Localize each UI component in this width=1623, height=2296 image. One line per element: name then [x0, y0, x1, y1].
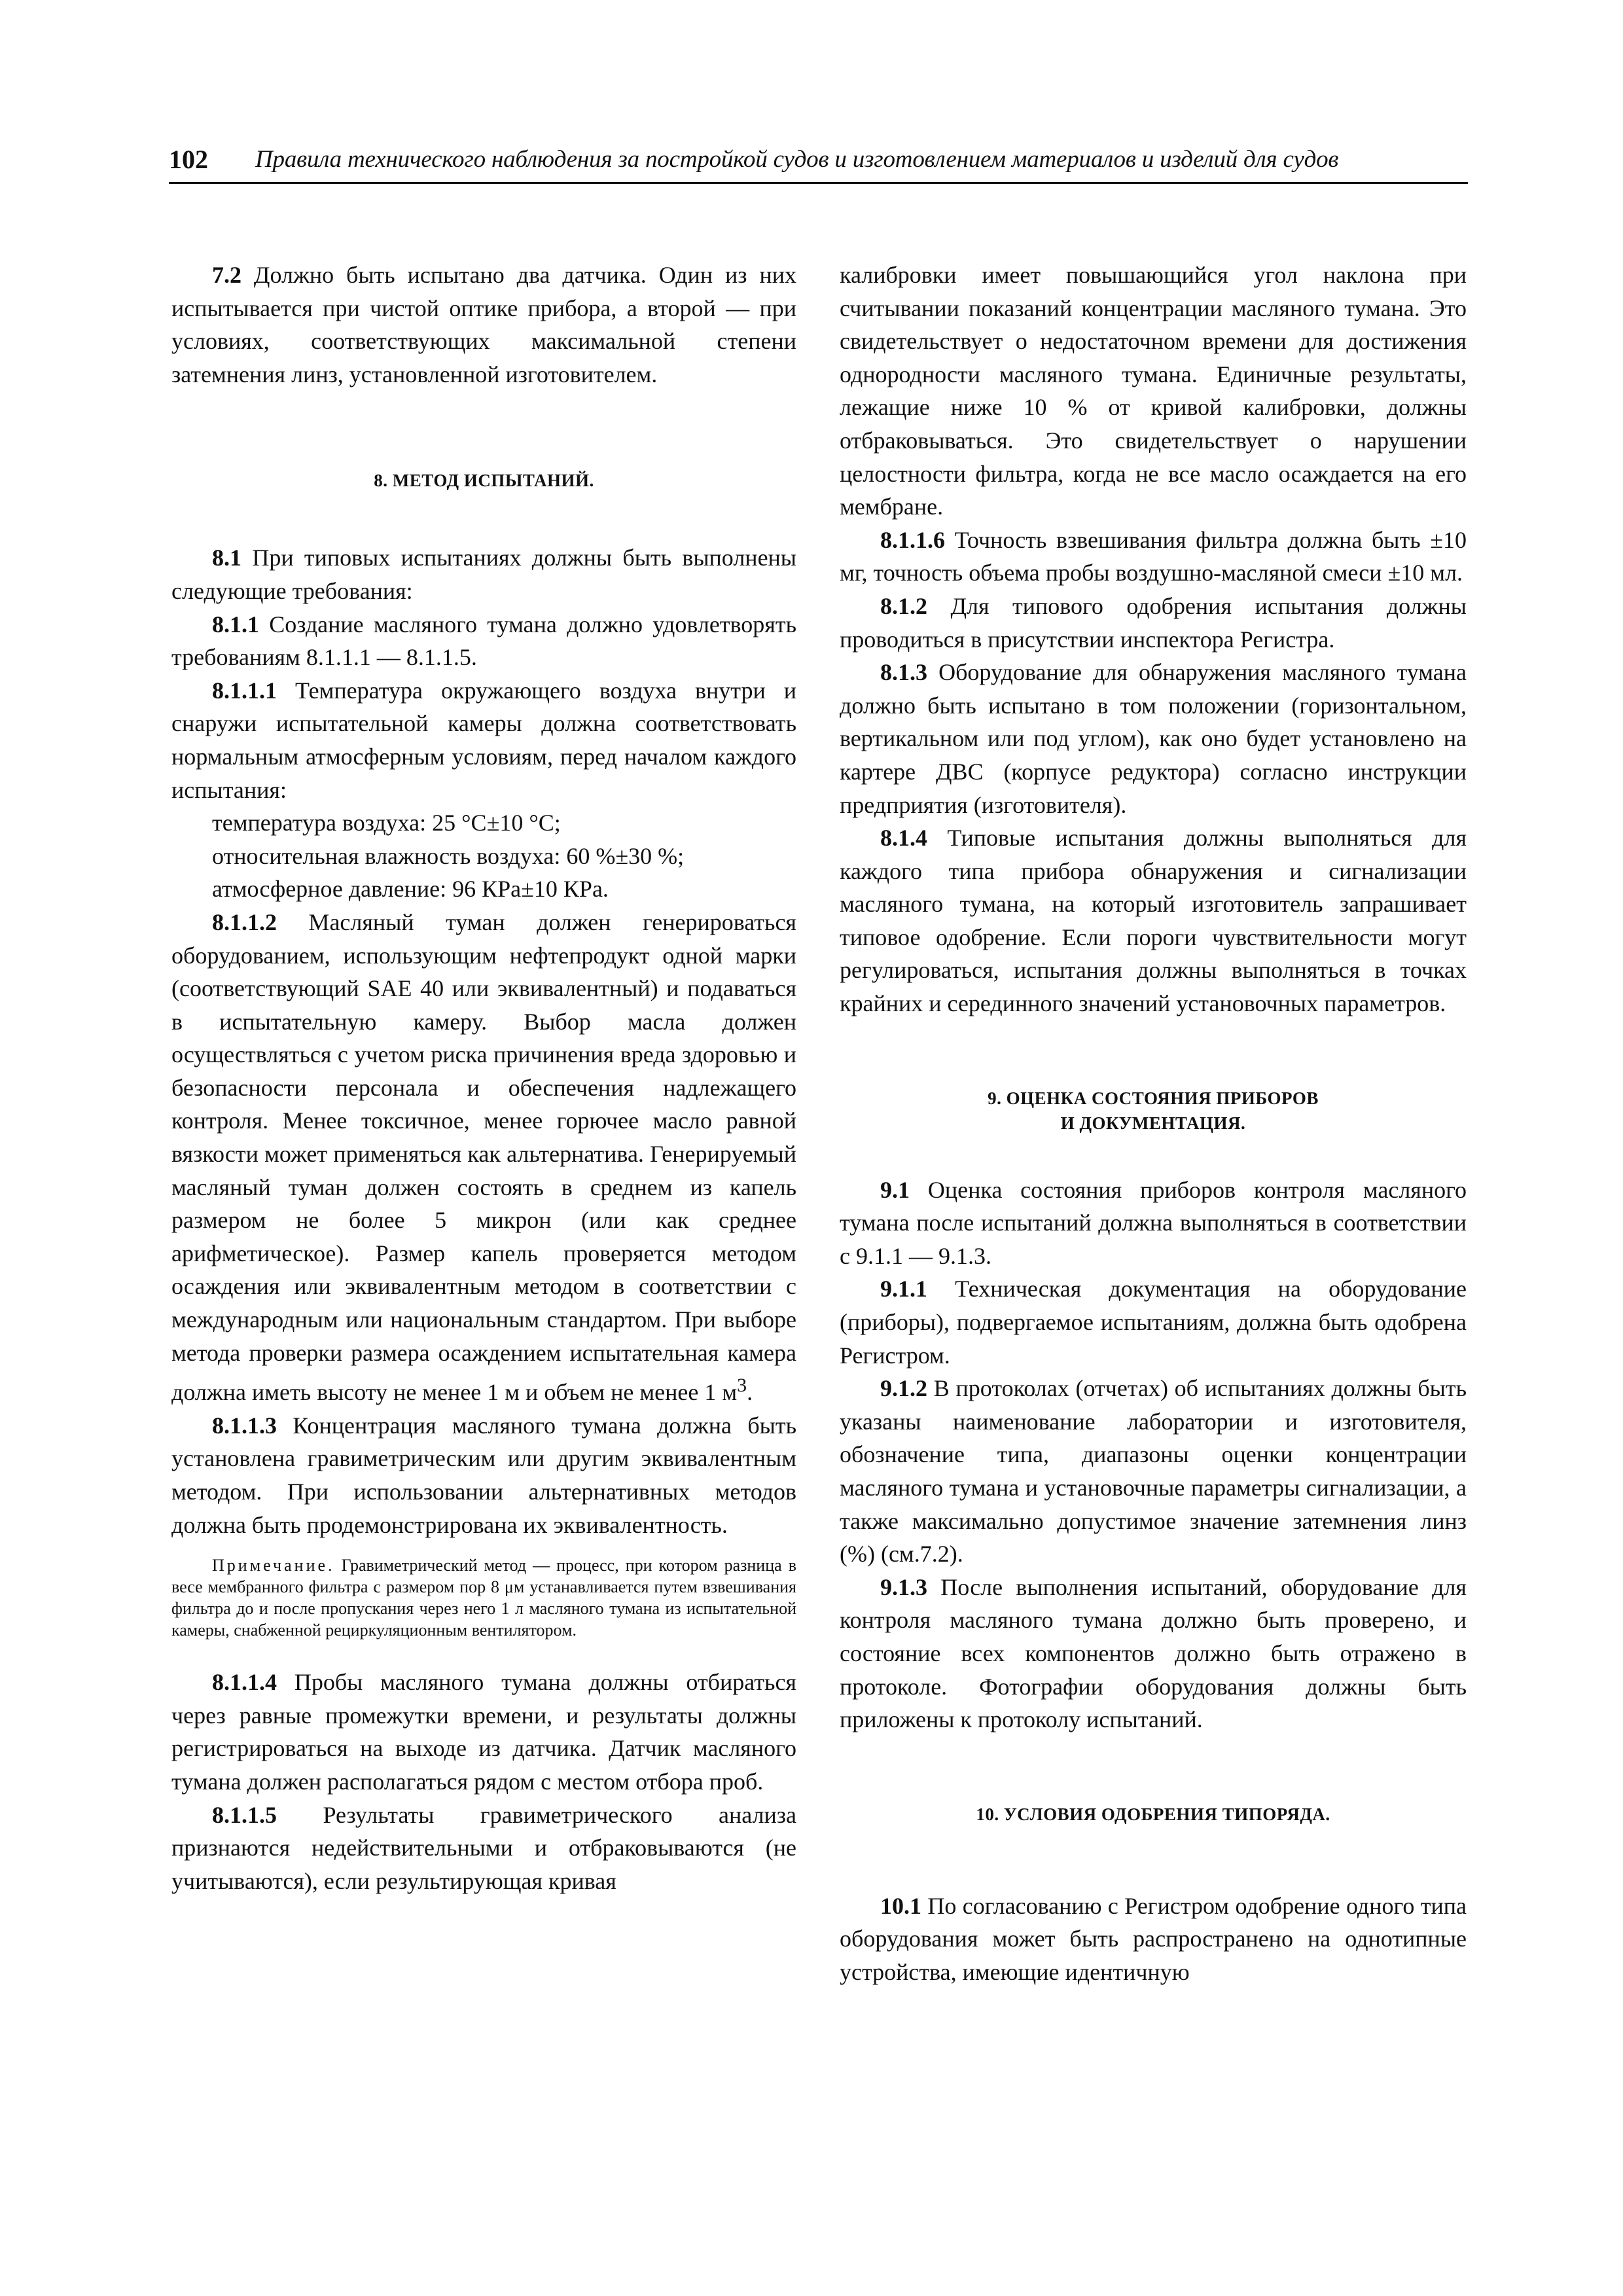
- condition-humidity: относительная влажность воздуха: 60 %±30 %;: [212, 842, 685, 869]
- section-10-heading: 10. УСЛОВИЯ ОДОБРЕНИЯ ТИПОРЯДА.: [976, 1804, 1330, 1824]
- condition-temperature: температура воздуха: 25 °С±10 °С;: [212, 810, 561, 836]
- paragraph-8-1-3: 8.1.3 Оборудование для обнаружения масляного тумана должно быть испытано в том положении (горизонтальном, вертикальном или под углом), как оно будет установлено на картере ДВС (корпусе редуктора) согласно инструкции предприятия (изготовителя).: [840, 659, 1467, 818]
- paragraph-8-1-1-2: 8.1.1.2 Масляный туман должен генерироваться оборудованием, использующим нефтепродукт одной марки (соответствующий SAE 40 или эквивалентный) и подаваться в испытательную камеру. Выбор масла должен осуществляться с учетом риска причинения вреда здоровью и безопасности персонала и обеспечения надлежащего контроля. Менее токсичное, менее горючее масло равной вязкости может применяться как альтернатива. Генерируемый масляный туман должен состоять в среднем из капель размером не более 5 микрон (или как среднее арифметическое). Размер капель проверяется методом осаждения или эквивалентным методом в соответствии с международным или национальным стандартом. При выборе метода проверки размера осаждением испытательная камера должна иметь высоту не менее 1 м и объем не менее 1 $м^3$.: [171, 908, 796, 1406]
- paragraph-8-1-4: 8.1.4 Типовые испытания должны выполняться для каждого типа прибора обнаружения и сигнализации масляного тумана, на который изготовитель запрашивает типовое одобрение. Если пороги чувствительности могут регулироваться, испытания должны выполняться в точках крайних и серединного значений установочных параметров.: [840, 825, 1467, 1017]
- paragraph-7-2: 7.2 Должно быть испытано два датчика. Один из них испытывается при чистой оптике прибора, а второй — при условиях, соответствующих максимальной степени затемнения линз, установленной изготовителем.: [171, 262, 796, 387]
- condition-pressure: атмосферное давление: 96 КРа±10 КРа.: [212, 876, 609, 903]
- section-9-heading: 9. ОЦЕНКА СОСТОЯНИЯ ПРИБОРОВ И ДОКУМЕНТАЦИЯ.: [988, 1088, 1319, 1133]
- right-column: [840, 259, 1467, 1989]
- page-number: 102: [169, 145, 208, 174]
- note-label: Примечание.: [212, 1556, 335, 1575]
- paragraph-9-1: 9.1 Оценка состояния приборов контроля масляного тумана после испытаний должна выполняться в соответствии с 9.1.1 — 9.1.3.: [840, 1176, 1467, 1269]
- section-8-heading: 8. МЕТОД ИСПЫТАНИЙ.: [374, 471, 594, 491]
- paragraph-9-1-2: 9.1.2 В протоколах (отчетах) об испытаниях должны быть указаны наименование лаборатории и изготовителя, обозначение типа, диапазоны оценки концентрации масляного тумана и установочные параметры сигнализации, а также максимально допустимое значение затемнения линз (%) (см.7.2).: [840, 1375, 1467, 1568]
- left-column: [171, 259, 796, 1897]
- paragraph-10-1: 10.1 По согласованию с Регистром одобрение одного типа оборудования может быть распространено на однотипные устройства, имеющие идентичную: [840, 1892, 1467, 1985]
- paragraph-8-1-1-1: 8.1.1.1 Температура окружающего воздуха внутри и снаружи испытательной камеры должна соответствовать нормальным атмосферным условиям, перед началом каждого испытания:: [171, 677, 796, 803]
- running-title: Правила технического наблюдения за постройкой судов и изготовлением материалов и изделий для судов: [255, 146, 1339, 173]
- paragraph-8-1-1-5: 8.1.1.5 Результаты гравиметрического анализа признаются недействительными и отбраковываются (не учитываются), если результирующая кривая: [171, 1801, 796, 1894]
- paragraph-8-1-1-4: 8.1.1.4 Пробы масляного тумана должны отбираться через равные промежутки времени, и результаты должны регистрироваться на выходе из датчика. Датчик масляного тумана должен располагаться рядом с местом отбора проб.: [171, 1669, 796, 1795]
- paragraph-9-1-3: 9.1.3 После выполнения испытаний, оборудование для контроля масляного тумана должно быть проверено, и состояние всех компонентов должно быть отражено в протоколе. Фотографии оборудования должны быть приложены к протоколу испытаний.: [840, 1573, 1467, 1733]
- page-header: [169, 143, 1468, 184]
- paragraph-8-1-2: 8.1.2 Для типового одобрения испытания должны проводиться в присутствии инспектора Регистра.: [840, 592, 1467, 653]
- paragraph-8-1-1-5-continued: калибровки имеет повышающийся угол наклона при считывании показаний концентрации масляного тумана. Это свидетельствует о недостаточном времени для достижения однородности масляного тумана. Единичные результаты, лежащие ниже 10 % от кривой калибровки, должны отбраковываться. Это свидетельствует о нарушении целостности фильтра, когда не все масло осаждается на его мембране.: [840, 262, 1467, 520]
- paragraph-8-1-1-3: 8.1.1.3 Концентрация масляного тумана должна быть установлена гравиметрическим или другим эквивалентным методом. При использовании альтернативных методов должна быть продемонстрирована их эквивалентность.: [171, 1412, 796, 1538]
- paragraph-8-1-1-6: 8.1.1.6 Точность взвешивания фильтра должна быть ±10 мг, точность объема пробы воздушно-масляной смеси ±10 мл.: [840, 526, 1467, 586]
- paragraph-8-1: 8.1 При типовых испытаниях должны быть выполнены следующие требования:: [171, 545, 796, 604]
- note: Примечание. Гравиметрический метод — процесс, при котором разница в весе мембранного фильтра с размером пор 8 μм устанавливается путем взвешивания фильтра до и после пропускания через него 1 л масляного тумана из испытательной камеры, снабженной рециркуляционным вентилятором.: [171, 1556, 796, 1640]
- paragraph-9-1-1: 9.1.1 Техническая документация на оборудование (приборы), подвергаемое испытаниям, должна быть одобрена Регистром.: [840, 1276, 1467, 1369]
- superscript-3: 3: [737, 1374, 747, 1397]
- paragraph-8-1-1: 8.1.1 Создание масляного тумана должно удовлетворять требованиям 8.1.1.1 — 8.1.1.5.: [171, 611, 796, 671]
